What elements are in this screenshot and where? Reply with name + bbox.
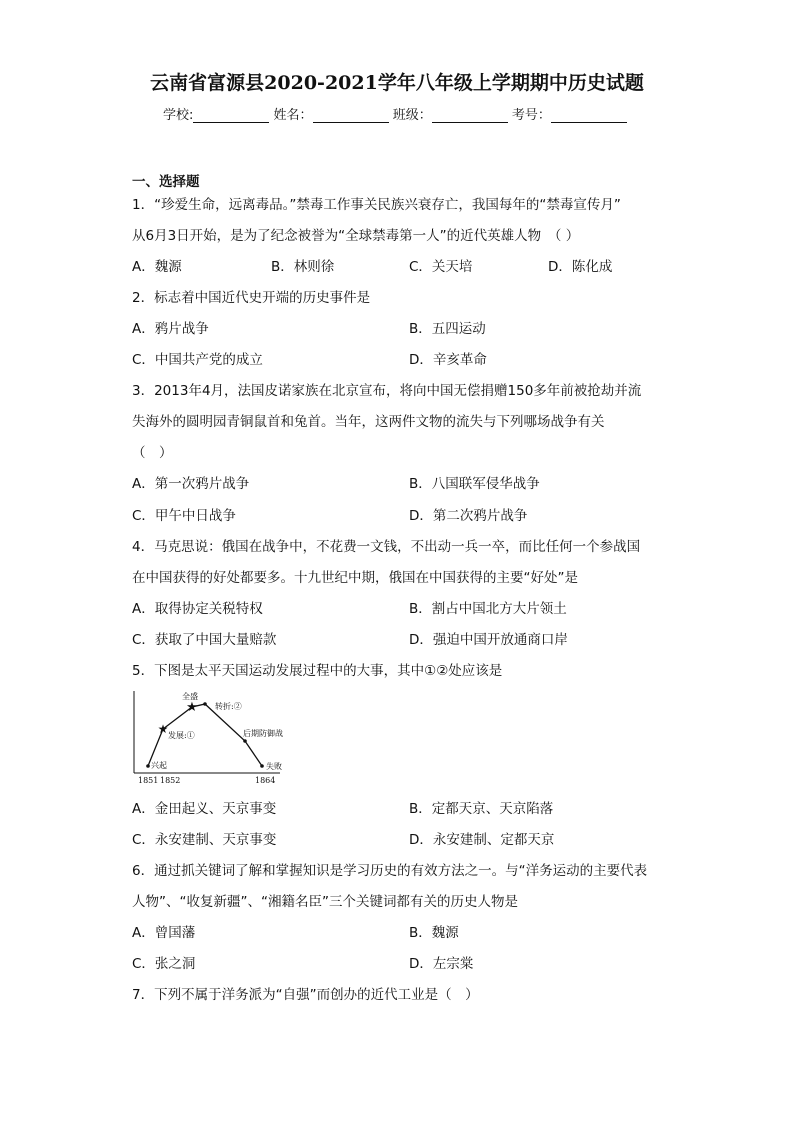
question-6-option-a[interactable]: A．曾国藩	[132, 925, 196, 941]
chart-tick-1851: 1851	[138, 776, 159, 785]
chart-label-turn: 转折:②	[215, 702, 242, 711]
question-6-option-d[interactable]: D．左宗棠	[409, 956, 474, 972]
question-1-line-1: 1．“珍爱生命，远离毒品。”禁毒工作事关民族兴衰存亡，我国每年的“禁毒宣传月”	[132, 197, 621, 213]
chart-point-turn	[203, 702, 207, 706]
question-3-line-1: 3．2013年4月，法国皮诺家族在北京宣布，将向中国无偿捐赠150多年前被抢劫并流	[132, 383, 642, 399]
exam-number-label: 考号：	[511, 108, 551, 123]
question-6-line-1: 6．通过抓关键词了解和掌握知识是学习历史的有效方法之一。与“洋务运动的主要代表	[132, 863, 648, 879]
question-1-option-a[interactable]: A．魏源	[132, 259, 182, 275]
chart-label-rise: 兴起	[151, 761, 167, 770]
student-info-row	[163, 104, 627, 123]
name-blank[interactable]	[313, 108, 389, 123]
question-5-option-a[interactable]: A．金田起义、天京事变	[132, 801, 277, 817]
page-title: 云南省富源县2020-2021学年八年级上学期期中历史试题	[150, 72, 644, 94]
question-2-option-d[interactable]: D．辛亥革命	[409, 352, 487, 368]
question-7-line-1: 7．下列不属于洋务派为“自强”而创办的近代工业是（ ）	[132, 987, 479, 1003]
question-2-line-1: 2．标志着中国近代史开端的历史事件是	[132, 290, 371, 306]
question-5-option-c[interactable]: C．永安建制、天京事变	[132, 832, 277, 848]
section-heading: 一、选择题	[132, 174, 200, 190]
question-6-line-2: 人物”、“收复新疆”、“湘籍名臣”三个关键词都有关的历史人物是	[132, 894, 518, 910]
question-1-line-2: 从6月3日开始，是为了纪念被誉为“全球禁毒第一人”的近代英雄人物 （ ）	[132, 228, 580, 244]
question-6-option-b[interactable]: B．魏源	[409, 925, 459, 941]
question-4-line-1: 4．马克思说：俄国在战争中，不花费一文钱，不出动一兵一卒，而比任何一个参战国	[132, 539, 641, 555]
chart-label-defense: 后期防御战	[243, 729, 283, 738]
taiping-timeline-chart	[128, 686, 288, 786]
chart-star-peak: ★	[186, 700, 198, 715]
school-blank[interactable]	[193, 108, 269, 123]
question-6-option-c[interactable]: C．张之洞	[132, 956, 196, 972]
question-1-option-c[interactable]: C．关天培	[409, 259, 473, 275]
question-2-option-b[interactable]: B．五四运动	[409, 321, 486, 337]
name-label: 姓名：	[273, 108, 313, 123]
question-3-option-d[interactable]: D．第二次鸦片战争	[409, 508, 528, 524]
question-2-option-a[interactable]: A．鸦片战争	[132, 321, 209, 337]
question-5-line-1: 5．下图是太平天国运动发展过程中的大事，其中①②处应该是	[132, 663, 503, 679]
class-label: 班级：	[392, 108, 432, 123]
question-1-option-b[interactable]: B．林则徐	[271, 259, 335, 275]
question-3-option-c[interactable]: C．甲午中日战争	[132, 508, 236, 524]
question-2-option-c[interactable]: C．中国共产党的成立	[132, 352, 263, 368]
school-label: 学校:	[163, 108, 194, 123]
question-4-option-d[interactable]: D．强迫中国开放通商口岸	[409, 632, 568, 648]
question-5-option-d[interactable]: D．永安建制、定都天京	[409, 832, 555, 848]
class-blank[interactable]	[432, 108, 508, 123]
question-4-line-2: 在中国获得的好处都要多。十九世纪中期，俄国在中国获得的主要“好处”是	[132, 570, 578, 586]
exam-number-blank[interactable]	[551, 108, 627, 123]
question-4-option-a[interactable]: A．取得协定关税特权	[132, 601, 263, 617]
question-4-option-b[interactable]: B．割占中国北方大片领土	[409, 601, 567, 617]
question-3-line-3: （ ）	[132, 445, 173, 461]
chart-label-fail: 失败	[266, 762, 282, 771]
chart-point-fail	[260, 764, 264, 768]
chart-star-development: ★	[157, 722, 169, 736]
chart-tick-1852: 1852	[160, 776, 181, 785]
question-3-option-a[interactable]: A．第一次鸦片战争	[132, 476, 250, 492]
question-5-option-b[interactable]: B．定都天京、天京陷落	[409, 801, 554, 817]
question-4-option-c[interactable]: C．获取了中国大量赔款	[132, 632, 277, 648]
chart-label-development: 发展:①	[168, 731, 195, 740]
question-1-option-d[interactable]: D．陈化成	[548, 259, 613, 275]
chart-point-defense	[243, 739, 247, 743]
chart-point-rise	[146, 764, 150, 768]
question-3-option-b[interactable]: B．八国联军侵华战争	[409, 476, 540, 492]
question-3-line-2: 失海外的圆明园青铜鼠首和兔首。当年，这两件文物的流失与下列哪场战争有关	[132, 414, 605, 430]
chart-tick-1864: 1864	[255, 776, 276, 785]
chart-label-peak: 全盛	[182, 692, 198, 701]
